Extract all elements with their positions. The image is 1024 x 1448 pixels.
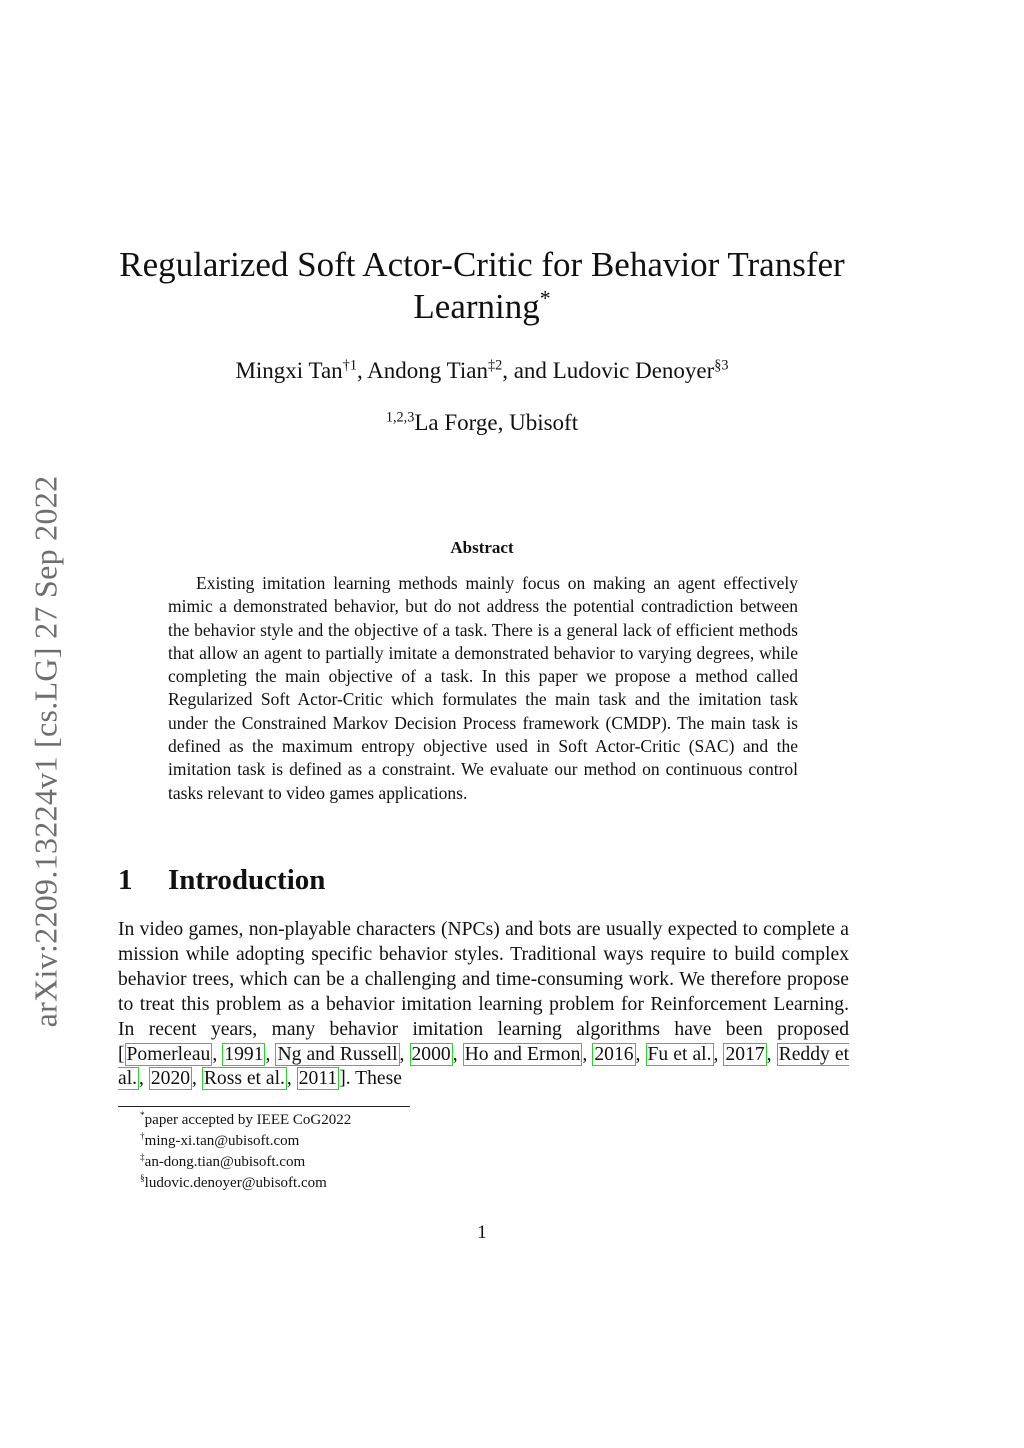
footnote-email[interactable]: ming-xi.tan@ubisoft.com xyxy=(144,1133,300,1149)
affiliation-mark: 1,2,3 xyxy=(385,409,415,426)
author-name: Mingxi Tan xyxy=(235,358,343,383)
section-number: 1 xyxy=(118,864,133,896)
citation-year-link[interactable]: 2017 xyxy=(725,1043,765,1065)
footnote-text: paper accepted by IEEE CoG2022 xyxy=(144,1112,352,1128)
footnote xyxy=(140,1173,351,1194)
arxiv-identifier-text: arXiv:2209.13224v1 [cs.LG] 27 Sep 2022 xyxy=(27,475,64,1027)
citation-year-link[interactable]: 2016 xyxy=(594,1043,634,1065)
footnote-mark: § xyxy=(140,1174,145,1184)
paper-title xyxy=(100,244,864,328)
paragraph-text: In video games, non-playable characters (NPCs) and bots are usually expected to complete a mission while adopting specific behavior styles. Traditional ways require to build complex behavior trees, which can be a challenging and time-consuming work. We therefore propose to treat this problem as a behavior imitation learning problem for Reinforcement Learning. In recent years, many behavior imitation learning algorithms have been proposed [ xyxy=(118,919,849,1065)
page-number: 1 xyxy=(477,1222,487,1243)
abstract-text: Existing imitation learning methods mainly focus on making an agent effectively mimic a demonstrated behavior, but do not address the potential contradiction between the behavior style and the objective of a task. There is a general lack of efficient methods that allow an agent to partially imitate a demonstrated behavior to varying degrees, while completing the main objective of a task. In this paper we propose a method called Regularized Soft Actor-Critic which formulates the main task and the imitation task under the Constrained Markov Decision Process framework (CMDP). The main task is defined as the maximum entropy objective used in Soft Actor-Critic (SAC) and the imitation task is defined as a constraint. We evaluate our method on continuous control tasks relevant to video games applications. xyxy=(168,573,798,803)
citation-author-link[interactable]: Ross et al. xyxy=(203,1068,285,1090)
author-separator: , and xyxy=(502,358,553,383)
citation-author-link[interactable]: Ng and Russell xyxy=(277,1043,398,1065)
abstract-heading: Abstract xyxy=(450,538,514,557)
citation-year-link[interactable]: 2011 xyxy=(298,1068,338,1090)
title-line-2: Learning xyxy=(413,287,540,326)
author-mark[interactable]: ‡2 xyxy=(487,357,503,374)
citation-author-link[interactable]: Ho and Ermon xyxy=(464,1043,581,1065)
footnote xyxy=(140,1110,351,1131)
citation-author-link[interactable]: Reddy et al. xyxy=(118,1043,850,1090)
citation-year-link[interactable]: 1991 xyxy=(224,1043,264,1065)
footnote xyxy=(140,1152,351,1173)
intro-paragraph: In video games, non-playable characters (NPCs) and bots are usually expected to complete a mission while adopting specific behavior styles. Traditional ways require to build complex behavior trees, which can be a challenging and time-consuming work. We therefore propose to treat this problem as a behavior imitation learning problem for Reinforcement Learning. In recent years, many behavior imitation learning algorithms have been proposed [ Pomerleau , 1991 , Ng and Russell , 2000 , Ho and Ermon , 2016 , Fu et al. , 2017 , Reddy et al. , 2020 , Ross et al. , 2011 ]. These xyxy=(118,919,850,1090)
author-separator: , xyxy=(356,358,368,383)
arxiv-identifier xyxy=(16,452,76,1050)
citation-author-link[interactable]: Fu et al. xyxy=(647,1043,712,1065)
paragraph-text-end: ]. These xyxy=(339,1068,402,1090)
footnote xyxy=(140,1131,351,1152)
author-mark[interactable]: §3 xyxy=(714,357,729,374)
author-name: Andong Tian xyxy=(367,358,488,383)
author-list xyxy=(100,358,864,384)
author-name: Ludovic Denoyer xyxy=(552,358,715,383)
affiliation xyxy=(100,410,864,436)
author-mark[interactable]: †1 xyxy=(342,357,357,374)
section-title: Introduction xyxy=(168,864,326,896)
citation-author-link[interactable]: Pomerleau xyxy=(126,1043,211,1065)
footnote-email[interactable]: ludovic.denoyer@ubisoft.com xyxy=(144,1175,327,1191)
footnotes xyxy=(140,1110,351,1194)
citation-year-link[interactable]: 2020 xyxy=(150,1068,191,1090)
footnote-mark: † xyxy=(140,1132,145,1142)
footnote-divider xyxy=(118,1106,410,1107)
affiliation-text: La Forge, Ubisoft xyxy=(414,410,579,435)
section-heading xyxy=(118,864,325,897)
citation-year-link[interactable]: 2000 xyxy=(411,1043,451,1065)
title-footnote-mark[interactable]: * xyxy=(539,286,551,311)
footnote-mark: ‡ xyxy=(140,1153,145,1163)
title-line-1: Regularized Soft Actor-Critic for Behavior Transfer xyxy=(119,245,845,284)
footnote-mark: * xyxy=(140,1111,145,1121)
footnote-email[interactable]: an-dong.tian@ubisoft.com xyxy=(144,1154,306,1170)
